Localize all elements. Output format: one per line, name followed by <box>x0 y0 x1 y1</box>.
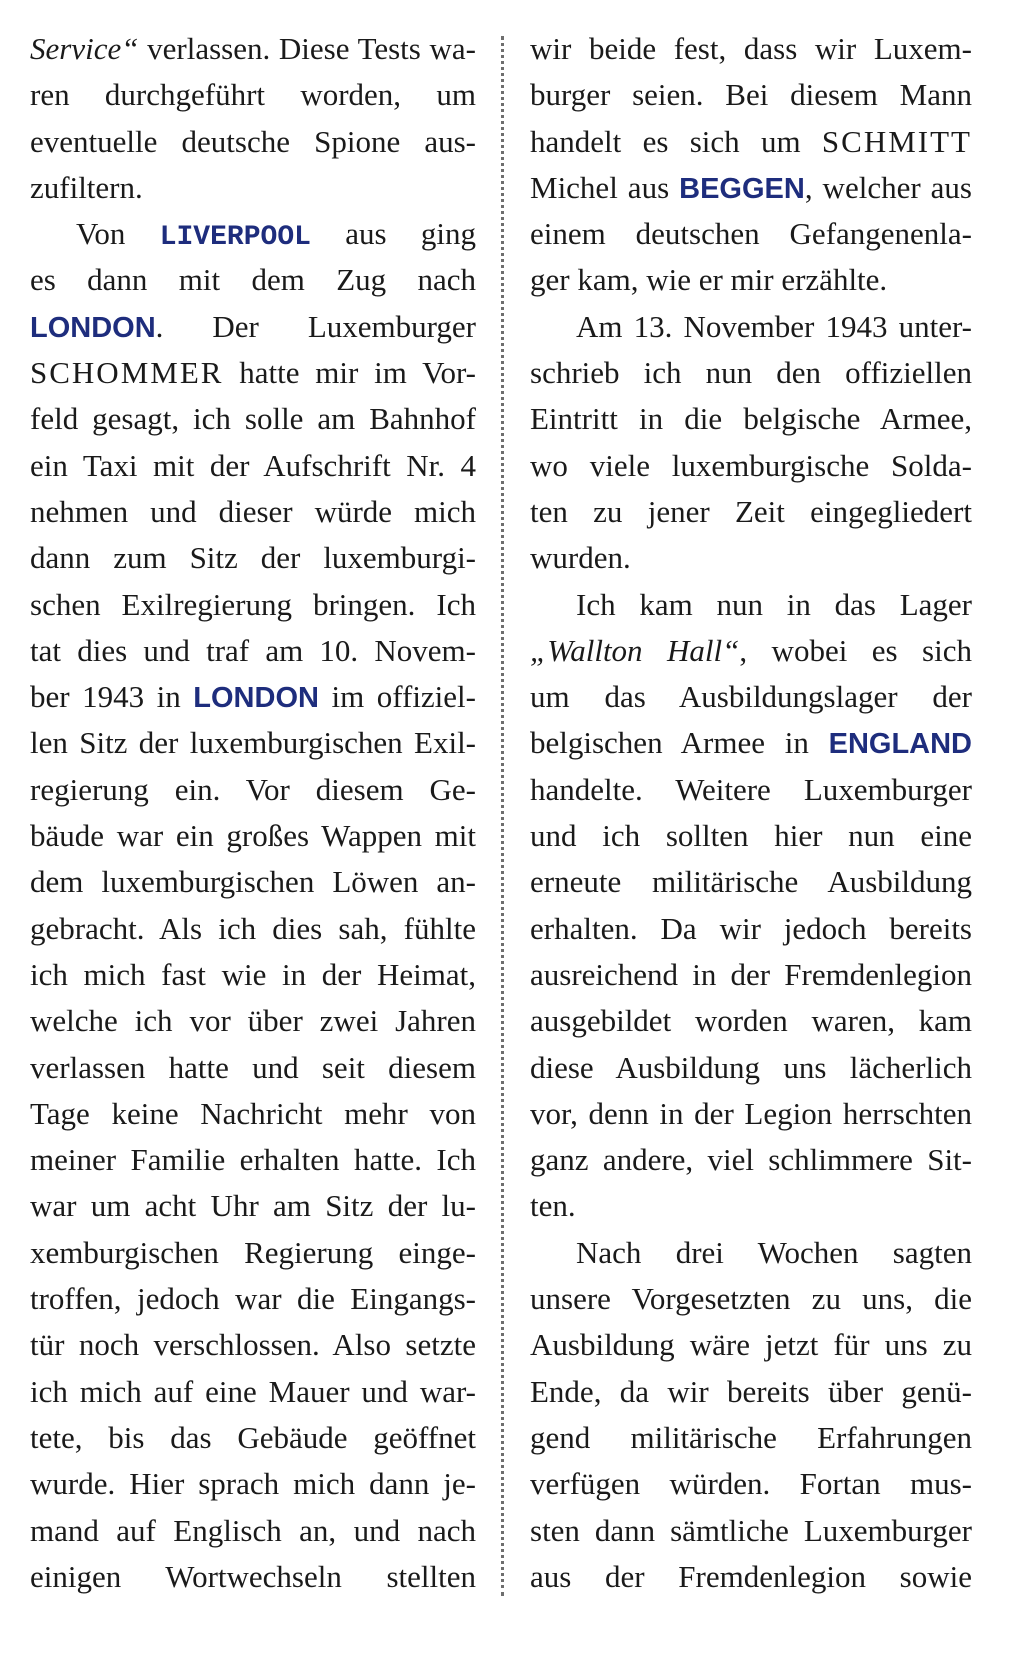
text-line <box>30 1461 476 1507</box>
text-run: ich mich fast wie in der Heimat, <box>30 956 476 992</box>
text-line <box>530 1091 972 1137</box>
text-line <box>30 1137 476 1183</box>
text-line <box>30 582 476 628</box>
text-run: handelte. Weitere Luxemburger <box>530 771 972 807</box>
text-run: eventuelle deutsche Spione aus- <box>30 123 476 159</box>
text-line <box>30 350 476 396</box>
text-run: einigen Wortwechseln stellten <box>30 1558 476 1594</box>
text-line <box>530 720 972 766</box>
text-run: bäude war ein großes Wappen mit <box>30 818 476 854</box>
text-run: einem deutschen Gefangenenla- <box>530 216 972 252</box>
text-line <box>30 859 476 905</box>
text-run: xemburgischen Regierung einge- <box>30 1234 476 1270</box>
text-line <box>30 1369 476 1415</box>
right-text-column <box>530 26 972 1600</box>
text-line <box>30 26 476 72</box>
text-run: verlassen hatte und seit diesem <box>30 1049 476 1085</box>
left-text-column <box>30 26 476 1600</box>
text-run: nehmen und dieser würde mich <box>30 493 476 529</box>
place-name-highlight: ENGLAND <box>828 728 972 761</box>
text-line <box>530 26 972 72</box>
text-run: regierung ein. Vor diesem Ge- <box>30 771 476 807</box>
text-line <box>30 211 476 257</box>
text-line <box>30 1415 476 1461</box>
text-run: gebracht. Als ich dies sah, fühlte <box>30 910 476 946</box>
text-line <box>530 1045 972 1091</box>
text-run: Nach drei Wochen sagten <box>576 1234 972 1270</box>
text-line <box>530 813 972 859</box>
text-run: ausreichend in der Fremdenlegion <box>530 956 972 992</box>
text-run: im offiziel- <box>318 679 476 715</box>
place-name-highlight: LONDON <box>30 311 156 344</box>
text-line <box>530 1508 972 1554</box>
text-run: zufiltern. <box>30 169 143 205</box>
text-line <box>30 813 476 859</box>
text-run: ber 1943 in <box>30 679 194 715</box>
text-line <box>30 952 476 998</box>
text-run: schrieb ich nun den offiziellen <box>530 355 972 391</box>
text-line <box>30 489 476 535</box>
text-line <box>30 257 476 303</box>
text-line <box>30 72 476 118</box>
text-run: . Der Luxemburger <box>155 308 476 344</box>
text-line <box>30 535 476 581</box>
text-line <box>530 674 972 720</box>
text-run: Am 13. November 1943 unter- <box>576 308 972 344</box>
text-line <box>30 1230 476 1276</box>
text-run: ten zu jener Zeit eingegliedert <box>530 493 972 529</box>
text-run: ganz andere, viel schlimmere Sit- <box>530 1142 972 1178</box>
text-line <box>30 1276 476 1322</box>
text-line <box>30 720 476 766</box>
text-run: aus ging <box>310 216 476 252</box>
text-line <box>30 767 476 813</box>
text-run: , wobei es sich <box>739 632 972 668</box>
text-line <box>30 165 476 211</box>
text-run: tete, bis das Gebäude geöffnet <box>30 1419 476 1455</box>
text-run: ein Taxi mit der Aufschrift Nr. 4 <box>30 447 476 483</box>
text-line <box>530 1369 972 1415</box>
text-run: Eintritt in die belgische Armee, <box>530 401 972 437</box>
text-line <box>30 443 476 489</box>
text-line <box>530 1322 972 1368</box>
text-run: troffen, jedoch war die Eingangs- <box>30 1281 476 1317</box>
text-line <box>30 1508 476 1554</box>
text-run: , welcher aus <box>804 169 972 205</box>
text-run: len Sitz der luxemburgischen Exil- <box>30 725 476 761</box>
text-run: burger seien. Bei diesem Mann <box>530 77 972 113</box>
text-run: wurden. <box>530 540 631 576</box>
text-run: unsere Vorgesetzten zu uns, die <box>530 1281 972 1317</box>
text-run: sten dann sämtliche Luxemburger <box>530 1512 972 1548</box>
text-line <box>30 628 476 674</box>
text-line <box>530 906 972 952</box>
text-line <box>530 1554 972 1600</box>
text-run: Tage keine Nachricht mehr von <box>30 1095 476 1131</box>
text-run: ich mich auf eine Mauer und war- <box>30 1373 476 1409</box>
text-run: feld gesagt, ich solle am Bahnhof <box>30 401 476 437</box>
text-run: tat dies und traf am 10. Novem- <box>30 632 476 668</box>
text-line <box>530 489 972 535</box>
text-line <box>30 1045 476 1091</box>
text-run: um das Ausbildungslager der <box>530 679 972 715</box>
text-run: Ich kam nun in das Lager <box>576 586 972 622</box>
text-run: Ende, da wir bereits über genü- <box>530 1373 972 1409</box>
text-run: Ausbildung wäre jetzt für uns zu <box>530 1327 972 1363</box>
text-run: ger kam, wie er mir erzählte. <box>530 262 888 298</box>
text-run: ausgebildet worden waren, kam <box>530 1003 972 1039</box>
italic-text: Service“ <box>30 31 139 66</box>
text-run: vor, denn in der Legion herrschten <box>530 1095 972 1131</box>
text-line <box>530 1230 972 1276</box>
text-line <box>530 211 972 257</box>
text-line <box>530 396 972 442</box>
text-line <box>530 1137 972 1183</box>
text-line <box>530 859 972 905</box>
place-name-highlight: LIVERPOOL <box>159 222 311 254</box>
place-name-highlight: BEGGEN <box>679 172 805 205</box>
text-run: tür noch verschlossen. Also setzte <box>30 1327 476 1363</box>
text-run: war um acht Uhr am Sitz der lu- <box>30 1188 476 1224</box>
text-line <box>530 257 972 303</box>
text-line <box>530 350 972 396</box>
text-line <box>530 1415 972 1461</box>
text-line <box>30 906 476 952</box>
text-line <box>530 1276 972 1322</box>
text-run: ren durchgeführt worden, um <box>30 77 476 113</box>
text-line <box>530 119 972 165</box>
text-run: hatte mir im Vor- <box>223 355 476 391</box>
text-line <box>530 998 972 1044</box>
text-run: meiner Familie erhalten hatte. Ich <box>30 1142 476 1178</box>
text-run: Michel aus <box>530 169 680 205</box>
text-run: dann zum Sitz der luxemburgi- <box>30 540 476 576</box>
text-line <box>530 767 972 813</box>
text-run: erhalten. Da wir jedoch bereits <box>530 910 972 946</box>
text-line <box>530 535 972 581</box>
text-run: wo viele luxemburgische Solda- <box>530 447 972 483</box>
text-line <box>30 674 476 720</box>
text-run: welche ich vor über zwei Jahren <box>30 1003 476 1039</box>
text-line <box>30 119 476 165</box>
text-line <box>530 443 972 489</box>
column-divider <box>501 36 504 1596</box>
text-line <box>530 1461 972 1507</box>
person-name: SCHOMMER <box>30 355 224 391</box>
text-run: dem luxemburgischen Löwen an- <box>30 864 476 900</box>
text-line <box>30 396 476 442</box>
text-line <box>30 1091 476 1137</box>
text-run: aus der Fremdenlegion sowie <box>530 1558 972 1594</box>
text-run: wurde. Hier sprach mich dann je- <box>30 1466 476 1502</box>
text-run: handelt es sich um <box>530 123 822 159</box>
text-line <box>30 1322 476 1368</box>
text-run: wir beide fest, dass wir Luxem- <box>530 31 972 66</box>
text-line <box>30 1183 476 1229</box>
text-run: verlassen. Diese Tests wa- <box>147 31 476 66</box>
person-name: SCHMITT <box>821 123 972 159</box>
text-line <box>30 1554 476 1600</box>
text-run: und ich sollten hier nun eine <box>530 818 972 854</box>
text-line <box>530 952 972 998</box>
text-line <box>530 1183 972 1229</box>
text-run: belgischen Armee in <box>530 725 829 761</box>
text-run: Von <box>76 216 160 252</box>
text-run: ten. <box>530 1188 576 1224</box>
text-run: gend militärische Erfahrungen <box>530 1419 972 1455</box>
text-line <box>530 72 972 118</box>
text-run: schen Exilregierung bringen. Ich <box>30 586 476 622</box>
text-line <box>530 304 972 350</box>
text-line <box>530 582 972 628</box>
text-run: diese Ausbildung uns lächerlich <box>530 1049 972 1085</box>
text-run: es dann mit dem Zug nach <box>30 262 476 298</box>
text-line <box>30 304 476 350</box>
text-line <box>530 165 972 211</box>
text-line <box>530 628 972 674</box>
text-run: erneute militärische Ausbildung <box>530 864 972 900</box>
text-run: mand auf Englisch an, und nach <box>30 1512 476 1548</box>
text-run: verfügen würden. Fortan mus- <box>530 1466 972 1502</box>
text-line <box>30 998 476 1044</box>
italic-text: „Wallton Hall“ <box>530 632 740 668</box>
place-name-highlight: LONDON <box>193 682 319 715</box>
